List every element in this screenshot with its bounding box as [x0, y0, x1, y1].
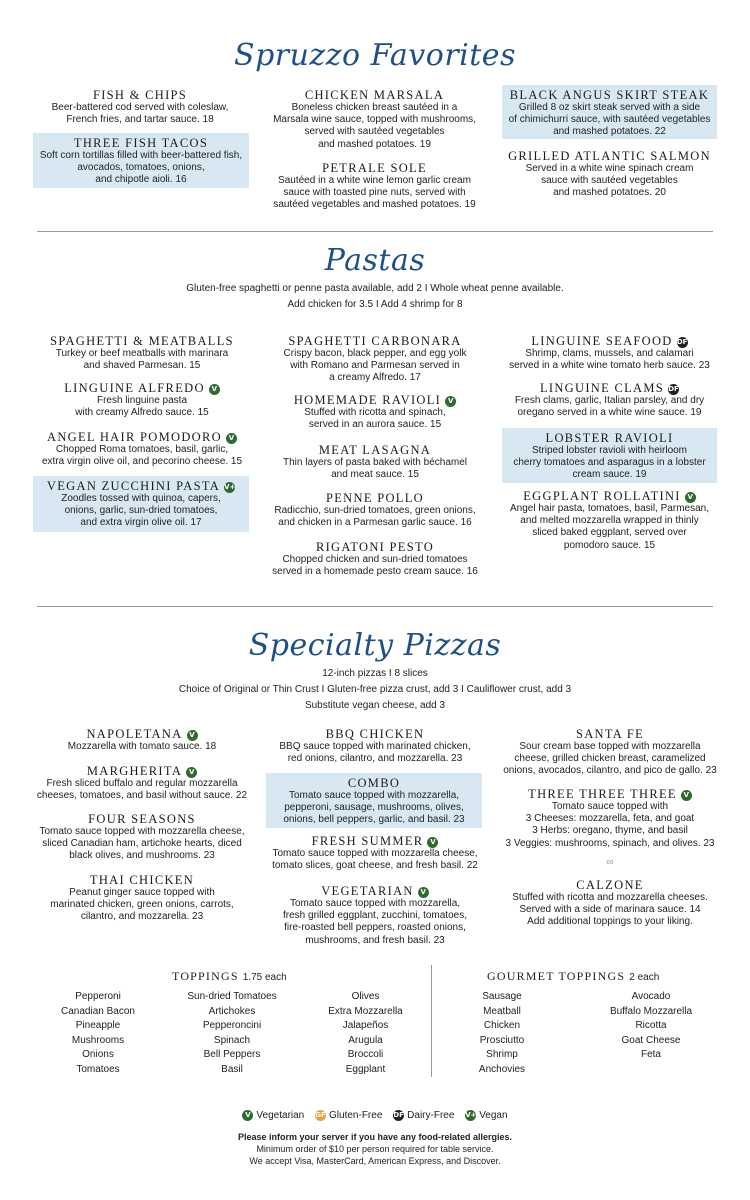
item-desc: Striped lobster ravioli with heirloom cherry tomatoes and asparagus in a lobster cream sauce. 19 — [513, 445, 706, 481]
topping: Buffalo Mozzarella — [609, 1005, 693, 1017]
item-name: SANTA FE — [575, 727, 645, 741]
item-desc: Fresh sliced buffalo and regular mozzarella cheeses, tomatoes, and basil without sauce. 22 — [36, 778, 248, 802]
vegetarian-icon: V — [681, 790, 692, 801]
topping: Basil — [221, 1063, 243, 1075]
item-name: GRILLED ATLANTIC SALMON — [508, 149, 711, 163]
item-desc: Tomato sauce topped with 3 Cheeses: mozzarella, feta, and goat 3 Herbs: oregano, thyme, and basil 3 Veggies: mushrooms, spinach, and olives. 23 — [505, 801, 715, 849]
topping: Spinach — [213, 1034, 251, 1046]
pizza-note: Substitute vegan cheese, add 3 — [304, 700, 446, 711]
item-name: PETRALE SOLE — [322, 161, 427, 175]
item-name: HOMEMADE RAVIOLI — [293, 393, 442, 407]
item-desc: Served in a white wine spinach cream sauce with sautéed vegetables and mashed potatoes. 20 — [525, 163, 694, 199]
item-name: EGGPLANT ROLLATINI — [523, 489, 681, 503]
item-name: SPAGHETTI & MEATBALLS — [50, 334, 234, 348]
menu-item-featured — [33, 476, 249, 532]
menu-item — [32, 727, 252, 753]
topping: Bell Peppers — [203, 1049, 261, 1060]
item-desc: Crispy bacon, black pepper, and egg yolk with Romano and Parmesan served in a creamy Alfredo. 17 — [283, 348, 467, 384]
legend-label: Dairy-Free — [407, 1110, 455, 1121]
item-name: LOBSTER RAVIOLI — [545, 431, 674, 445]
menu-item — [262, 443, 488, 481]
item-desc: Tomato sauce topped with mozzarella, fresh grilled eggplant, zucchini, tomatoes, fire-roasted bell peppers, roasted onions, mushrooms, and fresh basil. 23 — [283, 898, 467, 946]
vegetarian-icon: V — [226, 433, 237, 444]
menu-item — [262, 727, 488, 765]
item-name: SPAGHETTI CARBONARA — [288, 334, 462, 348]
item-name: BLACK ANGUS SKIRT STEAK — [509, 88, 710, 102]
menu-item — [32, 873, 252, 924]
toppings-price: 1.75 each — [242, 972, 287, 983]
item-name: LINGUINE SEAFOOD — [531, 334, 673, 348]
gourmet-title: GOURMET TOPPINGS — [487, 969, 626, 983]
item-name: VEGETARIAN — [321, 884, 414, 898]
menu-item — [262, 491, 488, 529]
vegetarian-icon: V — [685, 492, 696, 503]
pasta-note: Gluten-free spaghetti or penne pasta available, add 2 I Whole wheat penne available. — [186, 283, 564, 294]
vegetarian-icon: V — [418, 887, 429, 898]
topping: Artichokes — [208, 1005, 256, 1017]
legend-label: Vegan — [479, 1110, 508, 1121]
item-name: MARGHERITA — [86, 764, 183, 778]
topping: Pineapple — [75, 1020, 121, 1031]
pizza-note: Choice of Original or Thin Crust I Gluten-free pizza crust, add 3 I Cauliflower crust, add 3 — [178, 684, 572, 695]
menu-item — [262, 161, 487, 212]
menu-item — [502, 149, 717, 200]
item-desc: Zoodles tossed with quinoa, capers, onions, garlic, sun-dried tomatoes, and extra virgin olive oil. 17 — [61, 493, 221, 529]
toppings-list — [58, 990, 138, 1077]
menu-item — [262, 334, 488, 385]
item-desc: Stuffed with ricotta and spinach, served in an aurora sauce. 15 — [304, 407, 446, 431]
section-divider — [37, 231, 713, 232]
item-name: PENNE POLLO — [326, 491, 424, 505]
item-desc: Grilled 8 oz skirt steak served with a side of chimichurri sauce, with sautéed vegetables and mashed potatoes. 22 — [508, 102, 711, 138]
menu-item — [262, 88, 487, 151]
item-desc: Radicchio, sun-dried tomatoes, green onions, and chicken in a Parmesan garlic sauce. 16 — [274, 505, 476, 529]
menu-item — [35, 88, 245, 126]
topping: Canadian Bacon — [61, 1005, 135, 1017]
topping: Pepperoni — [75, 991, 121, 1002]
topping: Onions — [82, 1049, 114, 1060]
vegetarian-icon: V — [427, 837, 438, 848]
topping: Avocado — [631, 991, 671, 1002]
toppings-list — [177, 990, 287, 1077]
pasta-note: Add chicken for 3.5 I Add 4 shrimp for 8 — [287, 299, 463, 310]
toppings-divider — [431, 965, 432, 1077]
topping: Meatball — [483, 1005, 521, 1017]
item-desc: Angel hair pasta, tomatoes, basil, Parmesan, and melted mozzarella wrapped in thinly sliced baked eggplant, served over pomodoro sauce. 15 — [510, 503, 709, 551]
topping: Tomatoes — [76, 1063, 120, 1075]
dairy-free-icon: DF — [676, 338, 688, 346]
menu-item — [262, 393, 488, 431]
menu-item — [32, 812, 252, 863]
item-desc: Sour cream base topped with mozzarella cheese, grilled chicken breast, caramelized onions, avocados, cilantro, and pico de gallo. 23 — [503, 741, 717, 777]
menu-item-featured — [502, 85, 717, 139]
menu-item-featured — [33, 133, 249, 188]
topping: Arugula — [348, 1034, 383, 1046]
section-divider — [37, 606, 713, 607]
item-name: FISH & CHIPS — [92, 88, 188, 102]
section-title-favorites: Spruzzo Favorites — [234, 38, 516, 73]
item-name: RIGATONI PESTO — [315, 540, 435, 554]
menu-item-featured — [502, 428, 717, 483]
vegan-icon: V+ — [465, 1111, 477, 1119]
toppings-list — [318, 990, 413, 1077]
topping: Mushrooms — [71, 1034, 125, 1046]
item-desc: Shrimp, clams, mussels, and calamari served in a white wine tomato herb sauce. 23 — [509, 348, 710, 372]
menu-item — [500, 878, 720, 929]
topping: Chicken — [483, 1020, 521, 1031]
menu-item — [500, 727, 720, 778]
topping: Prosciutto — [479, 1034, 525, 1046]
item-name: ANGEL HAIR POMODORO — [47, 430, 222, 444]
item-desc: Soft corn tortillas filled with beer-battered fish, avocados, tomatoes, onions, and chipotle aioli. 16 — [39, 150, 243, 186]
topping: Anchovies — [478, 1063, 526, 1075]
gluten-free-icon: GF — [315, 1111, 326, 1119]
gourmet-list — [596, 990, 706, 1063]
topping: Broccoli — [347, 1049, 384, 1060]
menu-item — [32, 764, 252, 802]
item-name: LINGUINE ALFREDO — [64, 381, 205, 395]
legend-label: Vegetarian — [256, 1110, 305, 1121]
topping: Jalapeños — [342, 1020, 389, 1031]
vegetarian-icon: V — [242, 1110, 253, 1121]
dairy-free-icon: DF — [668, 385, 679, 393]
menu-item — [32, 334, 252, 372]
gourmet-toppings-heading — [487, 969, 659, 984]
item-name: LINGUINE CLAMS — [539, 381, 665, 395]
item-name: BBQ CHICKEN — [325, 727, 425, 741]
menu-item — [502, 381, 717, 419]
allergy-notice: Please inform your server if you have any food-related allergies. — [237, 1132, 513, 1142]
item-name: THREE FISH TACOS — [73, 136, 209, 150]
item-name: COMBO — [347, 776, 401, 790]
vegan-icon: V+ — [224, 483, 236, 491]
vegetarian-icon: V — [209, 384, 220, 395]
item-desc: Chopped chicken and sun-dried tomatoes served in a homemade pesto cream sauce. 16 — [272, 554, 478, 578]
item-desc: Fresh linguine pasta with creamy Alfredo sauce. 15 — [75, 395, 209, 419]
topping: Feta — [640, 1049, 661, 1060]
minimum-order-notice: Minimum order of $10 per person required for table service. — [256, 1144, 494, 1154]
pizza-note: 12-inch pizzas I 8 slices — [322, 668, 428, 679]
menu-item — [502, 334, 717, 372]
vegetarian-icon: V — [187, 730, 198, 741]
item-desc: Stuffed with ricotta and mozzarella cheeses. Served with a side of marinara sauce. 14 Add additional toppings to your liking. — [512, 892, 708, 928]
item-desc: Mozzarella with tomato sauce. 18 — [67, 741, 217, 752]
gourmet-price: 2 each — [629, 972, 660, 983]
item-name: NAPOLETANA — [86, 727, 183, 741]
topping: Sun-dried Tomatoes — [187, 991, 277, 1002]
item-desc: Tomato sauce topped with mozzarella cheese, tomato slices, goat cheese, and fresh basil. 22 — [272, 848, 478, 872]
legend-label: Gluten-Free — [329, 1110, 383, 1121]
toppings-heading — [172, 969, 287, 984]
menu-item — [32, 430, 252, 468]
menu-item-featured — [266, 773, 482, 828]
item-name: VEGAN ZUCCHINI PASTA — [46, 479, 221, 493]
item-desc: Beer-battered cod served with coleslaw, French fries, and tartar sauce. 18 — [51, 102, 229, 126]
topping: Extra Mozzarella — [328, 1005, 403, 1017]
topping: Ricotta — [635, 1020, 667, 1031]
vegetarian-icon: V — [445, 396, 456, 407]
vegetarian-icon: V — [186, 767, 197, 778]
toppings-title: TOPPINGS — [172, 969, 239, 983]
item-desc: Tomato sauce topped with mozzarella cheese, sliced Canadian ham, artichoke hearts, diced black olives, and mushrooms. 23 — [39, 826, 245, 862]
item-desc: Boneless chicken breast sautéed in a Marsala wine sauce, topped with mushrooms, served with sautéed vegetables and mashed potatoes. 19 — [273, 102, 476, 150]
topping: Pepperoncini — [202, 1020, 262, 1031]
menu-item — [262, 884, 488, 947]
menu-item — [32, 381, 252, 419]
section-title-pizzas: Specialty Pizzas — [248, 628, 502, 663]
item-name: CHICKEN MARSALA — [304, 88, 445, 102]
gourmet-list — [462, 990, 542, 1077]
menu-item — [502, 489, 717, 552]
section-title-pastas: Pastas — [324, 243, 426, 278]
payment-notice: We accept Visa, MasterCard, American Express, and Discover. — [249, 1156, 501, 1166]
item-desc: Turkey or beef meatballs with marinara and shaved Parmesan. 15 — [55, 348, 229, 372]
topping: Goat Cheese — [621, 1034, 681, 1046]
topping: Sausage — [482, 991, 522, 1002]
dietary-legend — [0, 1110, 750, 1121]
item-name: CALZONE — [576, 878, 644, 892]
item-desc: Thin layers of pasta baked with béchamel and meat sauce. 15 — [283, 457, 467, 481]
item-desc: Sautéed in a white wine lemon garlic cream sauce with toasted pine nuts, served with sautéed vegetables and mashed potatoes. 19 — [273, 175, 476, 211]
item-desc: Tomato sauce topped with mozzarella, pepperoni, sausage, mushrooms, olives, onions, bell peppers, garlic, and basil. 23 — [283, 790, 465, 826]
item-desc: Fresh clams, garlic, Italian parsley, and dry oregano served in a white wine sauce. 19 — [514, 395, 705, 419]
item-name: THREE THREE THREE — [528, 787, 677, 801]
item-name: FRESH SUMMER — [311, 834, 424, 848]
menu-item — [500, 787, 720, 850]
menu-item — [262, 540, 488, 578]
item-desc: Peanut ginger sauce topped with marinated chicken, green onions, carrots, cilantro, and mozzarella. 23 — [50, 887, 234, 923]
ornament-icon: ∞ — [606, 857, 614, 868]
item-name: THAI CHICKEN — [89, 873, 195, 887]
topping: Olives — [351, 991, 380, 1002]
item-desc: Chopped Roma tomatoes, basil, garlic, extra virgin olive oil, and pecorino cheese. 15 — [41, 444, 243, 468]
dairy-free-icon: DF — [393, 1111, 404, 1119]
item-name: FOUR SEASONS — [88, 812, 196, 826]
item-desc: BBQ sauce topped with marinated chicken, red onions, cilantro, and mozzarella. 23 — [279, 741, 471, 765]
item-name: MEAT LASAGNA — [318, 443, 432, 457]
menu-item — [262, 834, 488, 872]
topping: Eggplant — [345, 1063, 386, 1075]
topping: Shrimp — [486, 1049, 518, 1060]
